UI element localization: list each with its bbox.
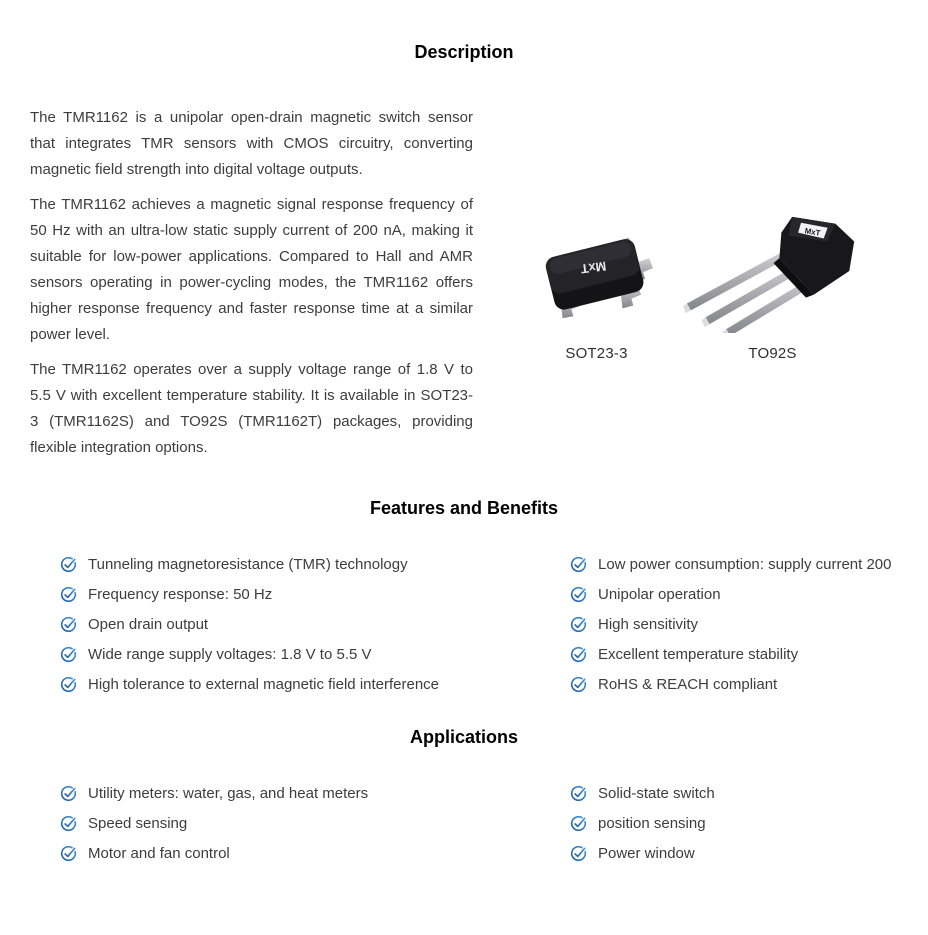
application-item	[570, 778, 928, 808]
description-heading: Description	[414, 42, 514, 62]
package-images-column	[473, 105, 928, 461]
applications-heading: Applications	[409, 727, 518, 747]
application-item	[570, 808, 928, 838]
description-paragraph: The TMR1162 achieves a magnetic signal response frequency of 50 Hz with an ultra-low static supply current of 200 nA, making it suitable for low-power applications. Compared to Hall and AMR sensors operating in power-cycling modes, the TMR1162 offers higher response frequency and faster response time at a similar power level.	[30, 196, 473, 343]
feature-item	[570, 609, 928, 639]
check-circle-icon	[570, 845, 587, 862]
feature-label: High sensitivity	[598, 615, 699, 633]
check-circle-icon	[60, 646, 77, 663]
feature-item	[60, 669, 570, 699]
sot23-3-package-image	[533, 219, 661, 333]
feature-label: Wide range supply voltages: 1.8 V to 5.5 V	[88, 645, 372, 663]
chip-logo: MxT	[579, 258, 607, 277]
features-left-column	[60, 549, 570, 699]
check-circle-icon	[60, 785, 77, 802]
application-item	[60, 838, 570, 868]
check-circle-icon	[570, 646, 587, 663]
feature-item	[60, 579, 570, 609]
check-circle-icon	[570, 785, 587, 802]
description-section	[0, 105, 928, 461]
check-circle-icon	[60, 815, 77, 832]
check-circle-icon	[60, 845, 77, 862]
features-right-column	[570, 549, 928, 699]
feature-item	[570, 579, 928, 609]
applications-right-column	[570, 778, 928, 868]
check-circle-icon	[570, 676, 587, 693]
feature-label: Low power consumption: supply current 200	[598, 555, 892, 573]
package-figure-sot23	[533, 219, 661, 362]
description-paragraph: The TMR1162 operates over a supply voltage range of 1.8 V to 5.5 V with excellent temperature stability. It is available in SOT23-3 (TMR1162S) and TO92S (TMR1162T) packages, providing flexible integration options.	[30, 361, 473, 456]
application-label: Motor and fan control	[88, 844, 230, 862]
applications-list	[60, 778, 928, 868]
feature-label: Tunneling magnetoresistance (TMR) technology	[88, 555, 408, 573]
feature-item	[60, 549, 570, 579]
check-circle-icon	[60, 556, 77, 573]
chip-body	[773, 217, 854, 298]
feature-item	[570, 639, 928, 669]
package-caption: TO92S	[748, 345, 797, 362]
feature-item	[570, 549, 928, 579]
check-circle-icon	[570, 616, 587, 633]
features-list	[60, 549, 928, 699]
datasheet-page	[0, 42, 928, 935]
check-circle-icon	[60, 616, 77, 633]
applications-left-column	[60, 778, 570, 868]
package-images-row	[533, 209, 869, 362]
application-label: position sensing	[598, 814, 706, 832]
package-figure-to92s	[677, 209, 869, 362]
check-circle-icon	[570, 556, 587, 573]
check-circle-icon	[60, 586, 77, 603]
application-label: Utility meters: water, gas, and heat meters	[88, 784, 369, 802]
feature-item	[570, 669, 928, 699]
description-text-column	[30, 105, 473, 461]
check-circle-icon	[570, 586, 587, 603]
feature-item	[60, 639, 570, 669]
feature-label: Open drain output	[88, 615, 209, 633]
check-circle-icon	[60, 676, 77, 693]
description-paragraph: The TMR1162 is a unipolar open-drain magnetic switch sensor that integrates TMR sensors with CMOS circuitry, converting magnetic field strength into digital voltage outputs.	[30, 109, 473, 178]
to92s-package-image	[677, 209, 869, 333]
feature-label: Frequency response: 50 Hz	[88, 585, 273, 603]
application-item	[60, 808, 570, 838]
feature-label: Unipolar operation	[598, 585, 721, 603]
application-label: Speed sensing	[88, 814, 188, 832]
package-caption: SOT23-3	[565, 345, 628, 362]
feature-item	[60, 609, 570, 639]
features-heading: Features and Benefits	[369, 498, 559, 518]
application-item	[60, 778, 570, 808]
application-item	[570, 838, 928, 868]
check-circle-icon	[570, 815, 587, 832]
feature-label: Excellent temperature stability	[598, 645, 799, 663]
feature-label: High tolerance to external magnetic field interference	[88, 675, 440, 693]
application-label: Solid-state switch	[598, 784, 715, 802]
application-label: Power window	[598, 844, 695, 862]
chip-logo: MxT	[803, 226, 821, 238]
feature-label: RoHS & REACH compliant	[598, 675, 778, 693]
